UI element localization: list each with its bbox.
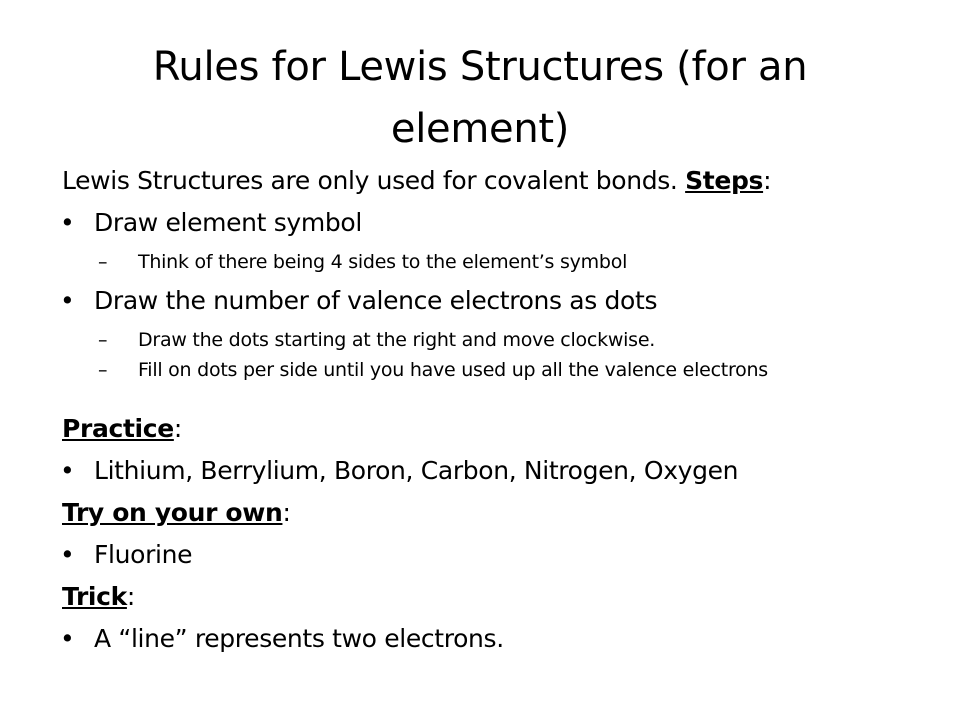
substep-text: Draw the dots starting at the right and move clockwise. <box>138 329 656 351</box>
substep-item <box>60 250 920 286</box>
practice-heading <box>60 414 920 456</box>
intro-line <box>60 166 920 208</box>
substep-text: Think of there being 4 sides to the element’s symbol <box>138 251 628 273</box>
bullet-icon: • <box>60 286 75 315</box>
dash-icon: – <box>98 251 108 273</box>
practice-text: Lithium, Berrylium, Boron, Carbon, Nitrogen, Oxygen <box>94 456 739 485</box>
step-item-2 <box>60 286 920 328</box>
substep-item <box>60 358 918 414</box>
trick-colon: : <box>126 582 135 611</box>
practice-colon: : <box>173 414 182 443</box>
try-own-colon: : <box>282 498 291 527</box>
trick-heading <box>60 582 920 624</box>
try-own-item <box>60 540 920 582</box>
slide-title: Rules for Lewis Structures (for an element) <box>152 44 808 152</box>
trick-label: Trick <box>62 582 127 611</box>
substep-item <box>60 328 920 358</box>
practice-item <box>60 456 920 498</box>
intro-text: Lewis Structures are only used for covalent bonds. <box>62 166 686 195</box>
dash-icon: – <box>98 329 108 351</box>
try-own-label: Try on your own <box>62 498 283 527</box>
dash-icon: – <box>98 359 108 381</box>
trick-item <box>60 624 920 666</box>
practice-label: Practice <box>62 414 174 443</box>
bullet-icon: • <box>60 624 75 653</box>
bullet-icon: • <box>60 208 75 237</box>
slide-body <box>60 166 920 666</box>
try-own-text: Fluorine <box>94 540 193 569</box>
trick-text: A “line” represents two electrons. <box>94 624 504 653</box>
steps-colon: : <box>763 166 772 195</box>
try-own-heading <box>60 498 920 540</box>
step-item-1 <box>60 208 920 250</box>
step-text: Draw element symbol <box>94 208 362 237</box>
substep-text: Fill on dots per side until you have used up all the valence electrons <box>138 359 768 381</box>
bullet-icon: • <box>60 456 75 485</box>
steps-label: Steps <box>685 166 764 195</box>
step-text: Draw the number of valence electrons as dots <box>94 286 658 315</box>
bullet-icon: • <box>60 540 75 569</box>
